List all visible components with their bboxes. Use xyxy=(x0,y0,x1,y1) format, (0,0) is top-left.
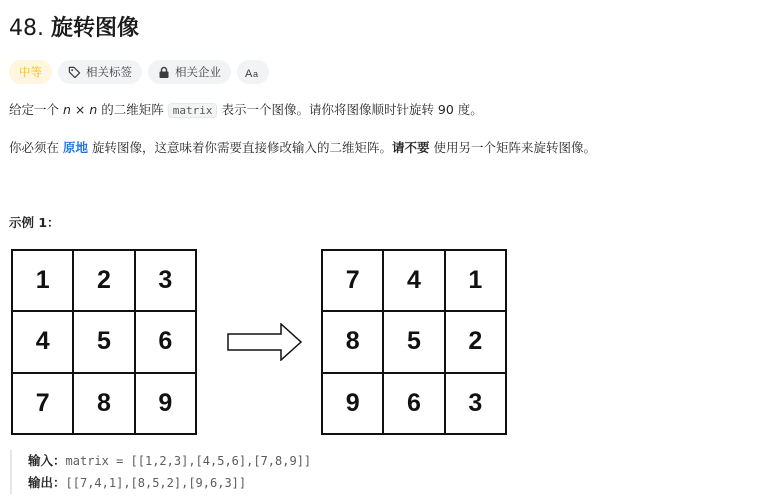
example-io-block xyxy=(10,450,311,494)
n-variable: n xyxy=(62,102,71,117)
svg-text:a: a xyxy=(253,68,259,79)
description-paragraph-2 xyxy=(9,139,596,157)
matrix-cell: 2 xyxy=(445,311,506,372)
related-topics-button[interactable] xyxy=(58,60,142,84)
desc-text: 的二维矩阵 xyxy=(97,102,168,117)
matrix-cell: 4 xyxy=(12,311,73,372)
matrix-cell: 8 xyxy=(322,311,383,372)
matrix-cell: 2 xyxy=(73,250,134,311)
description-paragraph-1 xyxy=(9,101,483,120)
desc-text: 给定一个 xyxy=(9,102,63,117)
example-input-line xyxy=(28,450,311,472)
font-size-icon xyxy=(245,66,261,79)
matrix-cell: 7 xyxy=(12,373,73,434)
emphasis-text: 请不要 xyxy=(391,140,430,155)
desc-text: 旋转图像，这意味着你需要直接修改输入的二维矩阵。 xyxy=(88,140,392,155)
tag-bar xyxy=(9,60,269,84)
svg-text:A: A xyxy=(245,67,253,79)
matrix-cell: 7 xyxy=(322,250,383,311)
desc-text: 使用另一个矩阵来旋转图像。 xyxy=(429,140,596,155)
tag-icon xyxy=(68,66,81,79)
matrix-cell: 3 xyxy=(445,373,506,434)
n-variable: n xyxy=(89,102,98,117)
input-matrix-image xyxy=(11,249,197,435)
matrix-cell: 3 xyxy=(135,250,196,311)
example-output-line xyxy=(28,472,311,494)
difficulty-badge[interactable]: 中等 xyxy=(9,60,52,84)
problem-title xyxy=(9,14,139,44)
problem-number: 48. xyxy=(9,16,44,41)
input-label: 输入： xyxy=(28,453,66,468)
matrix-cell: 9 xyxy=(322,373,383,434)
inline-code-matrix: matrix xyxy=(168,103,218,118)
related-companies-label: 相关企业 xyxy=(175,65,221,79)
matrix-cell: 6 xyxy=(135,311,196,372)
matrix-cell: 1 xyxy=(445,250,506,311)
matrix-cell: 1 xyxy=(12,250,73,311)
desc-text: 你必须在 xyxy=(9,140,63,155)
font-size-button[interactable] xyxy=(237,60,269,84)
example-title: 示例 1： xyxy=(9,215,60,230)
matrix-cell: 8 xyxy=(73,373,134,434)
matrix-cell: 4 xyxy=(383,250,444,311)
desc-text: 表示一个图像。请你将图像顺时针旋转 90 度。 xyxy=(217,102,483,117)
matrix-cell: 5 xyxy=(383,311,444,372)
times-sign: × xyxy=(70,102,90,117)
matrix-cell: 5 xyxy=(73,311,134,372)
output-matrix-image xyxy=(321,249,507,435)
matrix-cell: 6 xyxy=(383,373,444,434)
related-topics-label: 相关标签 xyxy=(86,65,132,79)
lock-icon xyxy=(158,66,170,79)
output-label: 输出： xyxy=(28,475,66,490)
problem-name: 旋转图像 xyxy=(51,16,140,41)
in-place-link[interactable]: 原地 xyxy=(62,140,88,155)
output-value: [[7,4,1],[8,5,2],[9,6,3]] xyxy=(65,476,247,490)
input-value: matrix = [[1,2,3],[4,5,6],[7,8,9]] xyxy=(65,454,312,468)
right-arrow-icon xyxy=(227,323,303,365)
matrix-cell: 9 xyxy=(135,373,196,434)
related-companies-button[interactable] xyxy=(148,60,231,84)
